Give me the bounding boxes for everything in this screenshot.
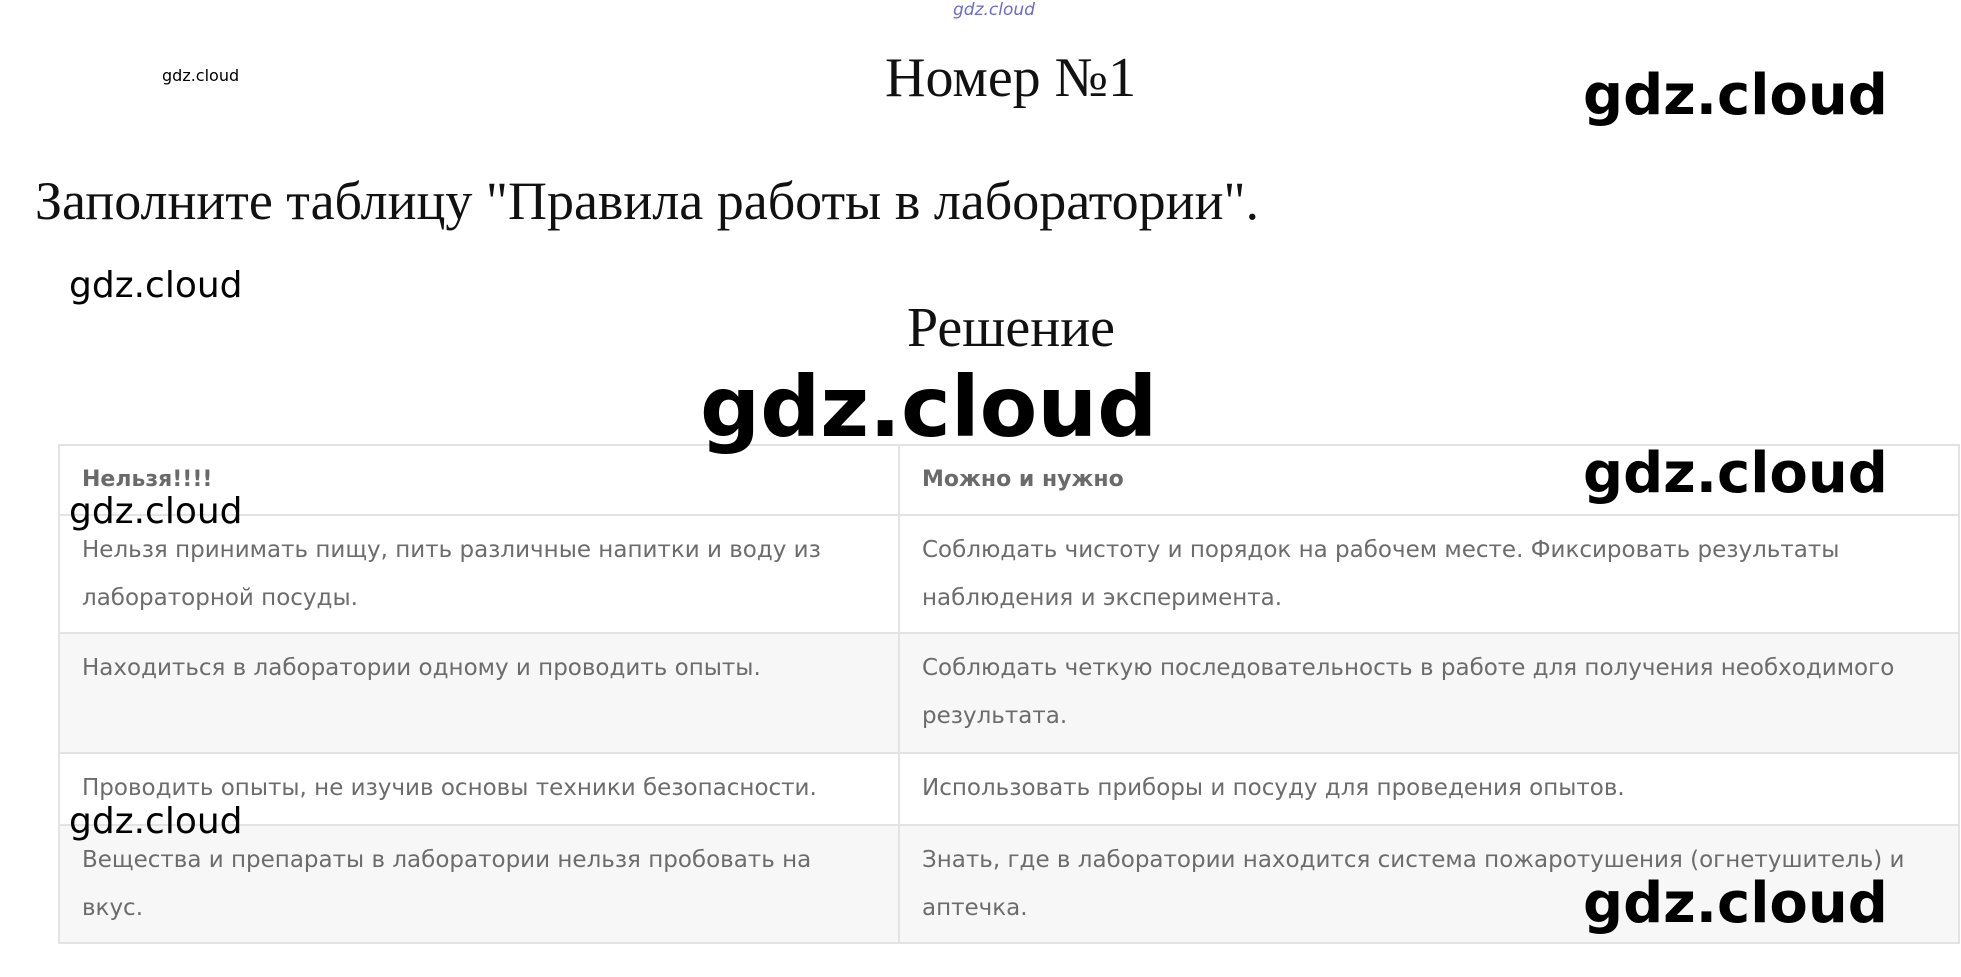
table-row (59, 633, 1959, 753)
forbidden-cell: Проводить опыты, не изучив основы техники безопасности. (59, 753, 899, 825)
allowed-cell: Знать, где в лаборатории находится система пожаротушения (огнетушитель) и аптечка. (899, 825, 1959, 943)
header-allowed: Можно и нужно (899, 445, 1959, 515)
watermark-medium-3: gdz.cloud (69, 801, 243, 842)
watermark-medium-2: gdz.cloud (69, 491, 243, 532)
allowed-cell: Соблюдать чистоту и порядок на рабочем месте. Фиксировать результаты наблюдения и эксперимента. (899, 515, 1959, 633)
watermark-large-1: gdz.cloud (1583, 63, 1888, 128)
watermark-medium-1: gdz.cloud (69, 265, 243, 306)
table-row (59, 515, 1959, 633)
watermark-large-2: gdz.cloud (1583, 441, 1888, 506)
forbidden-cell: Нельзя принимать пищу, пить различные напитки и воду из лабораторной посуды. (59, 515, 899, 633)
table-row (59, 825, 1959, 943)
header-forbidden: Нельзя!!!! (59, 445, 899, 515)
section-title: Решение (907, 297, 1116, 359)
table-header-row (59, 445, 1959, 515)
forbidden-cell: Находиться в лаборатории одному и проводить опыты. (59, 633, 899, 753)
allowed-cell: Соблюдать четкую последовательность в работе для получения необходимого результата. (899, 633, 1959, 753)
watermark-small: gdz.cloud (162, 66, 240, 85)
allowed-cell: Использовать приборы и посуду для проведения опытов. (899, 753, 1959, 825)
watermark-large-3: gdz.cloud (1583, 871, 1888, 936)
table-row (59, 753, 1959, 825)
rules-table (58, 441, 1960, 944)
task-text: Заполните таблицу "Правила работы в лаборатории". (35, 171, 1260, 231)
watermark-xlarge: gdz.cloud (700, 358, 1158, 456)
forbidden-cell: Вещества и препараты в лаборатории нельзя пробовать на вкус. (59, 825, 899, 943)
watermark-top: gdz.cloud (953, 0, 1035, 20)
page-title: Номер №1 (885, 47, 1137, 109)
